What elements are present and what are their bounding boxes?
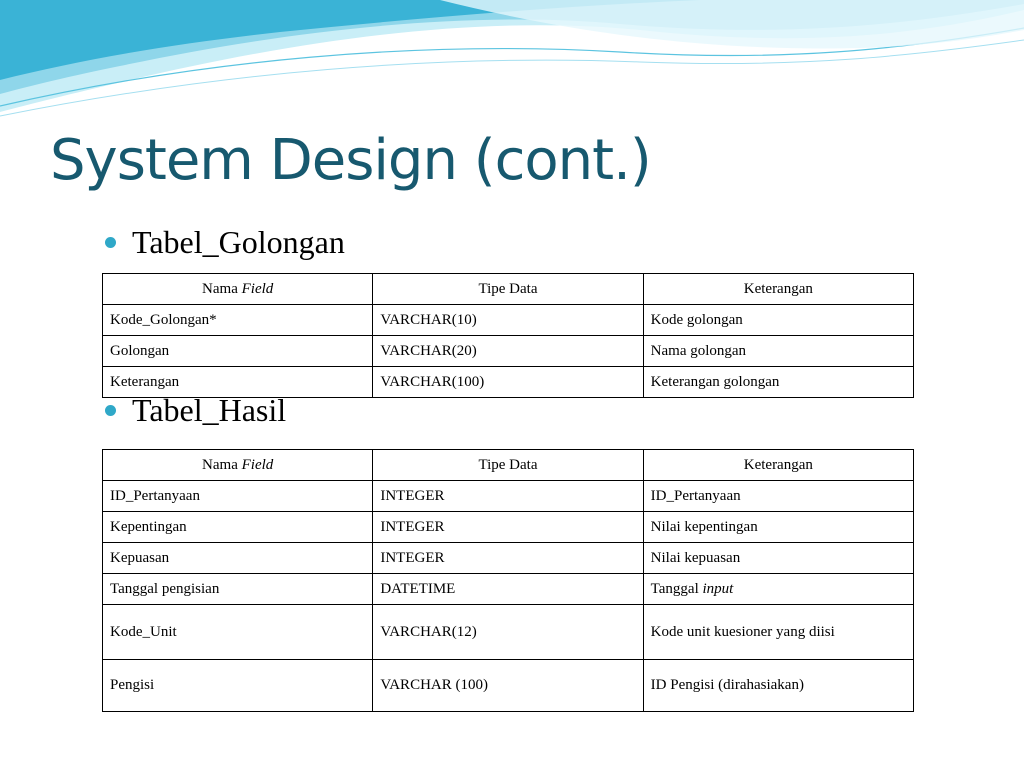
- table-row: [103, 336, 914, 367]
- slide-title: System Design (cont.): [50, 128, 651, 193]
- header-wave-decoration: [0, 0, 1024, 130]
- cell-field: Keterangan: [103, 367, 373, 398]
- table-row: [103, 305, 914, 336]
- column-header-desc: Keterangan: [643, 274, 913, 305]
- table-row: [103, 543, 914, 574]
- bullet-icon: [105, 237, 116, 248]
- table-golongan: [102, 273, 914, 398]
- cell-field: Kode_Golongan*: [103, 305, 373, 336]
- table-row: [103, 574, 914, 605]
- cell-desc: Nilai kepentingan: [643, 512, 913, 543]
- cell-field: Pengisi: [103, 660, 373, 712]
- column-header-type: Tipe Data: [373, 450, 643, 481]
- cell-type: INTEGER: [373, 543, 643, 574]
- cell-desc: Kode unit kuesioner yang diisi: [643, 605, 913, 660]
- cell-type: VARCHAR (100): [373, 660, 643, 712]
- section-heading-hasil: [105, 392, 286, 429]
- cell-type: VARCHAR(10): [373, 305, 643, 336]
- cell-desc: Keterangan golongan: [643, 367, 913, 398]
- cell-desc: Nilai kepuasan: [643, 543, 913, 574]
- cell-type: VARCHAR(12): [373, 605, 643, 660]
- column-header-field: Nama Field: [103, 274, 373, 305]
- cell-type: INTEGER: [373, 481, 643, 512]
- table-header-row: [103, 274, 914, 305]
- cell-type: VARCHAR(20): [373, 336, 643, 367]
- cell-desc: Tanggal input: [643, 574, 913, 605]
- cell-type: VARCHAR(100): [373, 367, 643, 398]
- section-heading-text: Tabel_Hasil: [132, 392, 287, 428]
- cell-field: Kepuasan: [103, 543, 373, 574]
- column-header-desc: Keterangan: [643, 450, 913, 481]
- column-header-type: Tipe Data: [373, 274, 643, 305]
- cell-field: Kode_Unit: [103, 605, 373, 660]
- cell-desc: Nama golongan: [643, 336, 913, 367]
- cell-desc: Kode golongan: [643, 305, 913, 336]
- table-row: [103, 481, 914, 512]
- table-row: [103, 605, 914, 660]
- table-row: [103, 512, 914, 543]
- section-heading-golongan: [105, 224, 345, 261]
- cell-field: Golongan: [103, 336, 373, 367]
- table-row: [103, 660, 914, 712]
- cell-type: DATETIME: [373, 574, 643, 605]
- cell-desc: ID Pengisi (dirahasiakan): [643, 660, 913, 712]
- cell-desc: ID_Pertanyaan: [643, 481, 913, 512]
- bullet-icon: [105, 405, 116, 416]
- column-header-field: Nama Field: [103, 450, 373, 481]
- table-hasil: [102, 449, 914, 712]
- cell-field: Kepentingan: [103, 512, 373, 543]
- cell-field: Tanggal pengisian: [103, 574, 373, 605]
- section-heading-text: Tabel_Golongan: [132, 224, 345, 260]
- table-header-row: [103, 450, 914, 481]
- cell-type: INTEGER: [373, 512, 643, 543]
- cell-field: ID_Pertanyaan: [103, 481, 373, 512]
